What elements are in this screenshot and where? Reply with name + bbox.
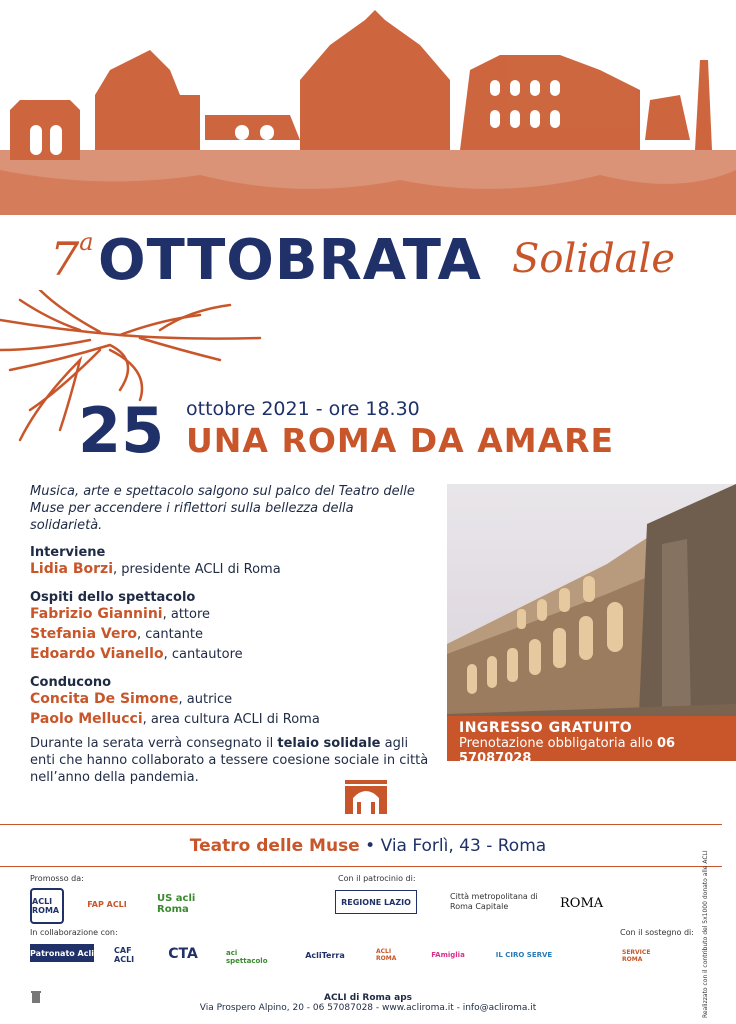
logo-aci-spettacolo: aci spettacolo — [226, 949, 268, 965]
host-person: Concita De Simone, autrice — [30, 691, 233, 707]
booking-info: Prenotazione obbligatoria allo 06 57087028 — [459, 736, 676, 766]
edition-number: 7$^a$ — [50, 228, 94, 286]
event-title-script: Solidale — [512, 236, 675, 282]
guest-person: Edoardo Vianello, cantautore — [30, 646, 243, 662]
logo-famiglia: FAmiglia — [431, 951, 465, 959]
event-day: 25 — [78, 394, 165, 467]
venue-line: Teatro delle Muse • Via Forlì, 43 - Roma — [189, 836, 547, 856]
rome-skyline-illustration — [0, 0, 736, 215]
patrocinio-label: Con il patrocinio di: — [338, 874, 416, 883]
logo-acli-roma: ACLI ROMA — [30, 888, 64, 924]
intro-text: Musica, arte e spettacolo salgono sul palco del Teatro delle Muse per accendere i riflettori sulla bellezza della solidarietà. — [30, 484, 415, 533]
interviene-heading: Interviene — [30, 545, 106, 560]
sostegno-label: Con il sostegno di: — [620, 928, 694, 937]
logo-patronato-acli: Patronato Acli — [30, 944, 94, 962]
logo-acliterra: AcliTerra — [305, 950, 345, 960]
logo-cta: CTA — [168, 946, 198, 962]
guest-person: Stefania Vero, cantante — [30, 626, 203, 642]
divider-top — [0, 824, 722, 825]
logo-regione-lazio: REGIONE LAZIO — [335, 890, 417, 914]
guest-person: Fabrizio Giannini, attore — [30, 606, 211, 622]
interviene-person: Lidia Borzi, presidente ACLI di Roma — [30, 561, 281, 577]
closing-text: Durante la serata verrà consegnato il telaio solidale agli enti che hanno collaborato a tessere coesione sociale in città nell’anno della pandemia. — [30, 736, 429, 785]
event-date-time: ottobre 2021 - ore 18.30 — [186, 398, 420, 420]
logo-fap-acli: FAP ACLI — [87, 899, 127, 909]
logo-roma: ROMA — [560, 896, 604, 911]
promosso-label: Promosso da: — [30, 874, 84, 883]
footer-contacts: Via Prospero Alpino, 20 - 06 57087028 - www.acliroma.it - info@acliroma.it — [199, 1003, 537, 1013]
collab-label: In collaborazione con: — [30, 928, 118, 937]
recycle-bin-icon — [30, 990, 42, 1004]
divider-bottom — [0, 866, 722, 867]
vertical-note: Realizzato con il contributo del 5x1000 donato alle ACLI — [702, 850, 709, 1018]
host-person: Paolo Mellucci, area cultura ACLI di Roma — [30, 711, 320, 727]
logo-citta-metropolitana: Città metropolitana di Roma Capitale — [450, 892, 538, 911]
conducono-heading: Conducono — [30, 675, 112, 690]
free-entry-banner — [447, 716, 736, 766]
footer-org: ACLI di Roma aps — [323, 993, 413, 1003]
arch-icon — [345, 780, 387, 814]
logo-us-acli: US acli Roma — [157, 893, 196, 915]
logo-caf-acli: CAF ACLI — [114, 946, 135, 964]
event-subtitle: UNA ROMA DA AMARE — [186, 421, 615, 460]
footer — [0, 993, 736, 1013]
event-description — [30, 483, 430, 786]
ospiti-heading: Ospiti dello spettacolo — [30, 590, 196, 605]
logo-service-roma: SERVICE ROMA — [622, 949, 651, 963]
event-title: OTTOBRATA — [98, 228, 482, 293]
logo-acli-roma-small: ACLI ROMA — [376, 948, 397, 962]
free-entry-label: INGRESSO GRATUITO — [459, 720, 633, 736]
logo-il-ciro-serve: IL CIRO SERVE — [495, 951, 553, 959]
